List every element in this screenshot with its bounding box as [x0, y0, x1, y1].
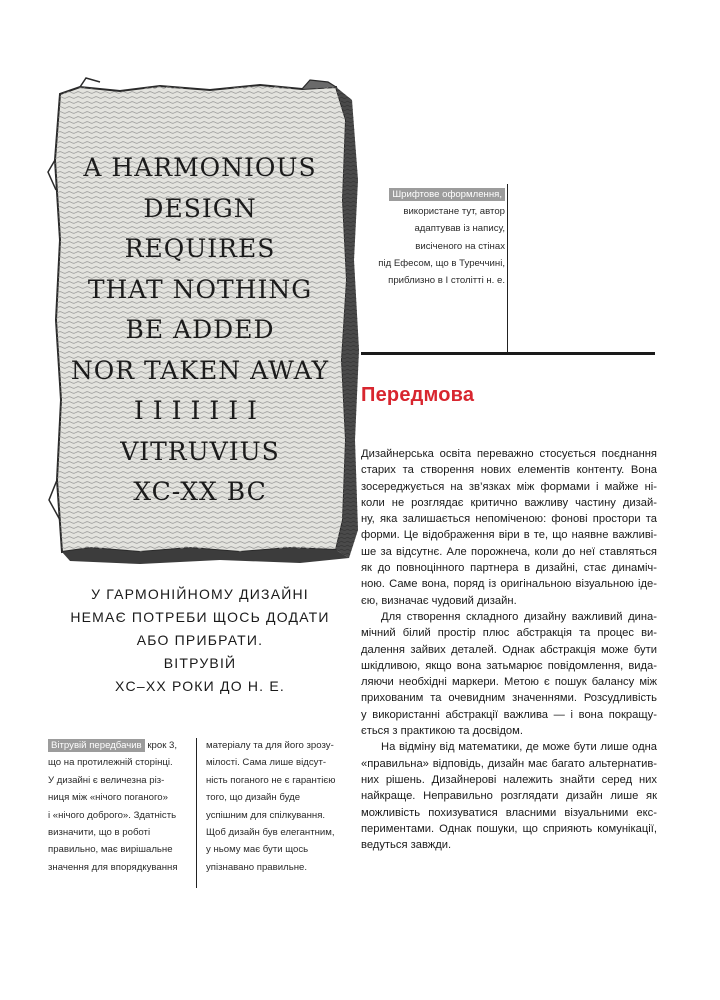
body-line: ну, яка залишається непоміченою: фонові простори та — [361, 513, 657, 526]
inscription-divider: IIIIIII — [133, 396, 267, 425]
body-line: На відміну від математики, де може бути лише одна — [381, 741, 657, 754]
notes-divider-rule — [196, 738, 197, 888]
note-line: крок 3, — [144, 740, 178, 751]
body-text — [361, 446, 657, 853]
inscription-line: A HARMONIOUS — [83, 153, 317, 182]
note-line: визначити, що в роботі — [48, 827, 151, 839]
caption-line: використане тут, автор — [403, 206, 505, 218]
body-line: єю, визначає чудовий дизайн. — [361, 594, 517, 607]
body-line: ляючи необхідні маркери. Метою є пошук балансу між — [361, 676, 657, 689]
note-line: Щоб дизайн був елегантним, — [206, 827, 335, 839]
translation-line: У ГАРМОНІЙНОМУ ДИЗАЙНІ — [91, 586, 309, 602]
note-line: упізнавано правильне. — [206, 861, 307, 873]
translation-date: XC–XX РОКИ ДО Н. Е. — [114, 678, 285, 694]
translation-line: НЕМАЄ ПОТРЕБИ ЩОСЬ ДОДАТИ — [70, 609, 330, 625]
section-heading: Передмова — [361, 384, 475, 406]
inscription-line: NOR TAKEN AWAY — [70, 355, 330, 385]
body-line: можливість похизуватися власними візуальними екс- — [361, 806, 657, 819]
note-line: що на протилежній сторінці. — [48, 757, 173, 769]
tablet-inscription — [40, 148, 360, 513]
caption-line: приблизно в I столітті н. е. — [388, 275, 505, 287]
note-line: У дизайні є величезна різ- — [48, 774, 165, 786]
note-line: і «нічого доброго». Здатність — [48, 809, 177, 821]
body-line: як до повноцінного партнера в дизайні, стає динаміч- — [361, 562, 657, 575]
stone-tablet-illustration — [40, 60, 360, 565]
caption-vertical-rule — [507, 184, 508, 352]
note-line: матеріалу та для його зрозу- — [206, 740, 334, 751]
body-line: мічний білий простір плюс абстракція та процес ви- — [361, 627, 657, 640]
inscription-line: DESIGN — [143, 193, 257, 223]
body-line: них рішень. Дизайнерові належить знайти серед них — [361, 773, 657, 786]
body-line: ше за відсутнє. Але порожнеча, коли до неї ставляться — [361, 545, 657, 558]
body-line: ведуться завжди. — [361, 839, 452, 852]
inscription-line: REQUIRES — [124, 234, 276, 263]
body-line: коли не розглядає критично важливу частину дизай- — [361, 496, 657, 509]
body-line: ється з практикою та досвідом. — [361, 725, 523, 738]
translation-line: АБО ПРИБРАТИ. — [136, 632, 264, 648]
note-column-left — [48, 737, 190, 876]
inscription-line: BE ADDED — [125, 315, 275, 344]
note-line: у ньому має бути щось — [206, 844, 309, 856]
body-line: старих та створення нових елементів контенту. Вона — [361, 464, 657, 477]
note-line: успішним для спілкування. — [206, 809, 326, 821]
body-line: ною. Саме вона, поряд із оригінальною візуальною іде- — [361, 578, 657, 591]
body-line: зосереджується на зв’язках між формами і майже ні- — [361, 480, 657, 493]
inscription-line: XC-XX BC — [133, 477, 267, 506]
body-line: Дизайнерська освіта переважно стосується поєднання — [361, 448, 657, 460]
note-line: правильно, має вирішальне — [48, 844, 173, 856]
body-line: Для створення складного дизайну важливий дина- — [381, 610, 657, 623]
quote-translation — [40, 583, 360, 698]
inscription-line: THAT NOTHING — [87, 274, 313, 304]
inscription-line: VITRUVIUS — [120, 436, 280, 466]
body-line: периментами. Однак пошуки, що сприяють комунікації, — [361, 822, 657, 835]
side-caption — [363, 186, 505, 289]
caption-line: висіченого на стінах — [415, 240, 505, 252]
note-line: ниця між «нічого поганого» — [48, 792, 168, 804]
note-line: мілості. Сама лише відсут- — [206, 757, 327, 769]
note-column-right — [206, 737, 346, 876]
body-line: форми. Це відображення віри в те, що наявне важливі- — [361, 529, 657, 542]
body-line: прихованим та очевидним значеннями. Розсудливість — [361, 692, 657, 705]
note-line: значення для впорядкування — [48, 861, 178, 873]
section-horizontal-rule — [361, 352, 655, 355]
body-line: у використанні абстракції важлива — і вона покращу- — [361, 708, 657, 721]
note-line: того, що дизайн буде — [206, 792, 301, 804]
caption-highlight: Шрифтове оформлення, — [389, 188, 505, 201]
caption-line: адаптував із напису, — [414, 223, 505, 235]
body-line: шкідливою, якщо вона затьмарює повідомлення, вида- — [361, 659, 657, 672]
translation-author: ВІТРУВІЙ — [163, 655, 237, 671]
body-line: «правильна» відповідь, дизайн має багато альтернатив- — [361, 757, 657, 770]
caption-line: під Ефесом, що в Туреччині, — [378, 257, 505, 269]
note-line: ність поганого не є гарантією — [206, 774, 336, 786]
body-line: далення зайвих деталей. Однак абстракція може бути — [361, 643, 657, 656]
note-highlight: Вітрувій передбачив — [48, 739, 145, 752]
body-line: найкраще. Неправильно розглядати дизайн лише як — [361, 790, 657, 803]
